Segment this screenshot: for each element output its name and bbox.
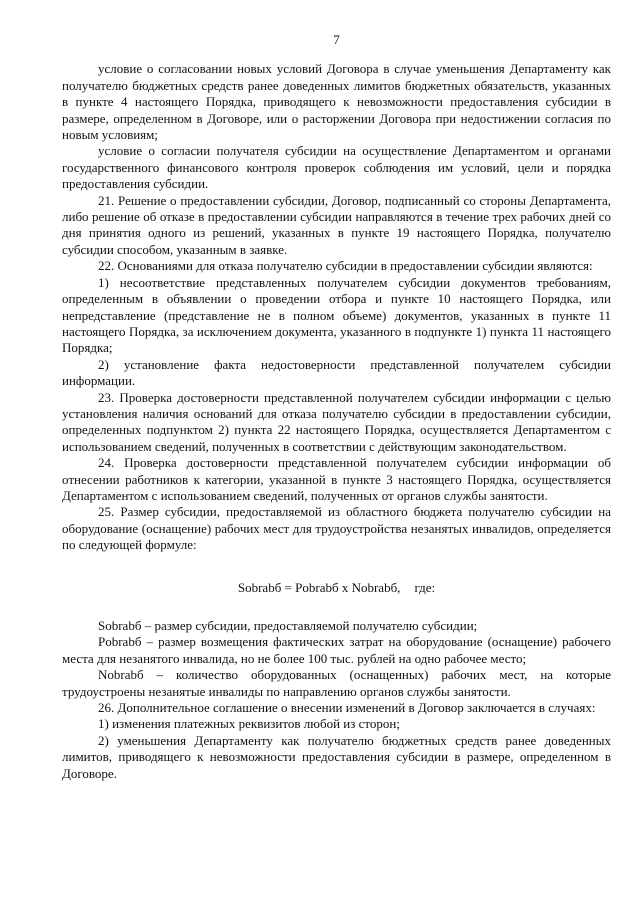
definition-sobrab: Sobrabб – размер субсидии, предоставляемой получателю субсидии; [98,618,478,633]
paragraph-condition-consent: условие о согласии получателя субсидии на осуществление Департаментом и органами государственного финансового контроля проверок соблюдения им условий, цели и порядка предоставления субсидии. [62,143,611,192]
paragraph-23: 23. Проверка достоверности представленной получателем субсидии информации с целью установления наличия оснований для отказа получателю субсидии в предоставлении субсидии, определенных подпунктом 2) пункта 22 настоящего Порядка, осуществляется Департаментом с использованием сведений, полученных в соответствии с действующим законодательством. [62,389,611,454]
document-page [62,32,611,782]
paragraph-25: 25. Размер субсидии, предоставляемой из областного бюджета получателю субсидии на оборудование (оснащение) рабочих мест для трудоустройства незанятых инвалидов, определяется по следующей формуле: [62,504,611,553]
paragraph-21: 21. Решение о предоставлении субсидии, Договор, подписанный со стороны Департамента, либо решение об отказе в предоставлении субсидии направляются в течение трех рабочих дней со дня принятия одного из решений, указанных в пункте 19 настоящего Порядка, получателю субсидии способом, указанным в заявке. [62,192,611,257]
definition-nobrab: Nobrabб – количество оборудованных (оснащенных) рабочих мест, на которые трудоустроены незанятые инвалиды по направлению органов службы занятости. [62,667,611,699]
paragraph-22-item-1: 1) несоответствие представленных получателем субсидии документов требованиям, определенным в объявлении о проведении отбора и пункте 10 настоящего Порядка, или непредставление (представление не в полном объеме) документов, указанных в пункте 11 настоящего Порядка, за исключением документа, указанного в подпункте 1) пункта 11 настоящего Порядка; [62,274,611,356]
paragraph-22-item-2: 2) установление факта недостоверности представленной получателем субсидии информации. [62,356,611,389]
paragraph-26-item-2: 2) уменьшения Департаменту как получателю бюджетных средств ранее доведенных лимитов, приводящего к невозможности предоставления субсидии в размере, определенном в Договоре. [62,732,611,781]
definition-pobrab: Pobrabб – размер возмещения фактических затрат на оборудование (оснащение) рабочего места для незанятого инвалида, но не более 100 тыс. рублей на одно рабочее место; [62,634,611,666]
page-number: 7 [333,32,340,47]
formula-expression: Sobrabб = Pobrabб x Nobrabб, [237,579,401,595]
paragraph-26: 26. Дополнительное соглашение о внесении изменений в Договор заключается в случаях: [98,700,596,716]
formula-suffix: где: [414,579,436,595]
formula [62,580,611,596]
paragraph-24: 24. Проверка достоверности представленной получателем субсидии информации об отнесении работников к категории, указанной в пункте 3 настоящего Порядка, осуществляется Департаментом с использованием сведений, полученных от органов службы занятости. [62,455,611,503]
paragraph-22: 22. Основаниями для отказа получателю субсидии в предоставлении субсидии являются: [98,258,593,274]
paragraph-condition-agreement: условие о согласовании новых условий Договора в случае уменьшения Департаменту как получателю бюджетных средств ранее доведенных лимитов бюджетных обязательств, указанных в пункте 4 настоящего Порядка, приводящего к невозможности предоставления субсидии в размере, определенном в Договоре, или о расторжении Договора при недостижении согласия по новым условиям; [62,61,611,143]
paragraph-26-item-1: 1) изменения платежных реквизитов любой из сторон; [98,716,400,732]
